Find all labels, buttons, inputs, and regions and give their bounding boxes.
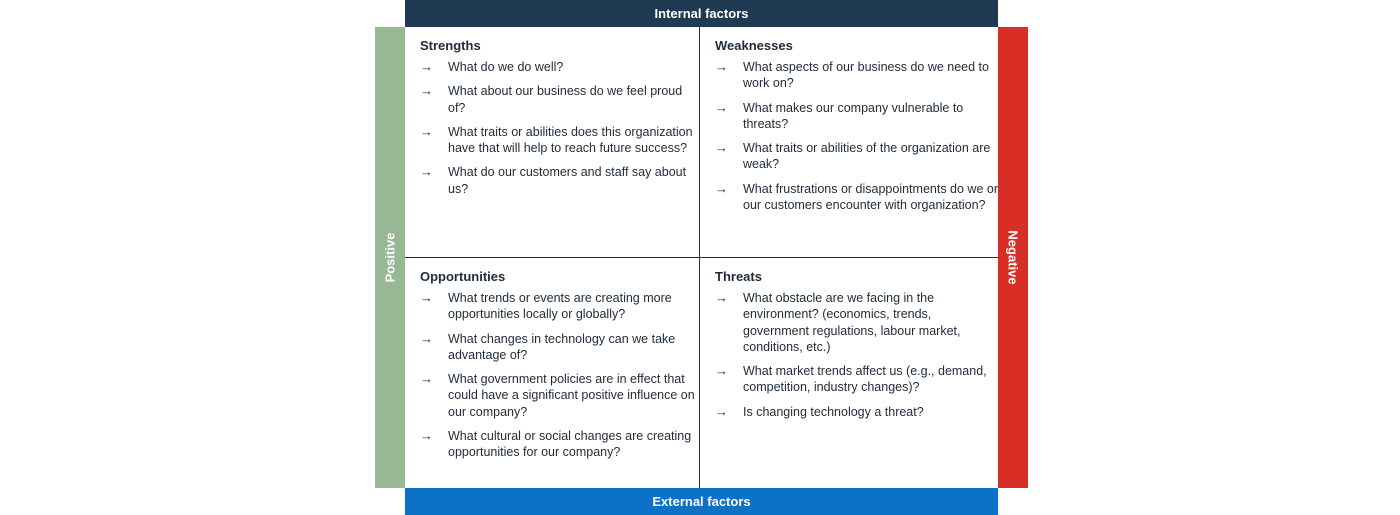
- list-item-text: What do our customers and staff say about us?: [448, 165, 687, 196]
- list-item-text: What market trends affect us (e.g., demand, competition, industry changes)?: [743, 364, 987, 395]
- strengths-list: [420, 59, 700, 197]
- arrow-right-icon: →: [715, 290, 728, 305]
- arrow-right-icon: →: [420, 123, 433, 139]
- list-item: [715, 181, 998, 214]
- positive-label: Positive: [382, 232, 398, 283]
- list-item-text: What obstacle are we facing in the environment? (economics, trends, government regulations, labour market, conditions, etc.): [743, 291, 961, 354]
- list-item: [420, 83, 700, 116]
- list-item: [420, 59, 700, 75]
- threats-title: Threats: [715, 269, 762, 284]
- arrow-right-icon: →: [420, 83, 433, 99]
- list-item: [715, 363, 998, 396]
- weaknesses-title: Weaknesses: [715, 38, 793, 53]
- threats-quadrant: [715, 269, 998, 428]
- list-item-text: What cultural or social changes are creating opportunities for our company?: [448, 429, 692, 460]
- list-item: [715, 140, 998, 173]
- list-item: [420, 124, 700, 157]
- external-factors-bar: [405, 488, 998, 515]
- horizontal-divider: [405, 257, 998, 258]
- arrow-right-icon: →: [715, 59, 728, 74]
- list-item-text: What makes our company vulnerable to threats?: [743, 100, 964, 131]
- arrow-right-icon: →: [715, 99, 728, 115]
- list-item-text: What frustrations or disappointments do we or our customers encounter with organization?: [743, 181, 998, 213]
- threats-list: [715, 290, 998, 420]
- list-item: [420, 371, 700, 420]
- arrow-right-icon: →: [715, 363, 728, 379]
- positive-bar: [375, 27, 405, 488]
- list-item: [715, 59, 998, 92]
- internal-factors-label: Internal factors: [654, 6, 749, 21]
- list-item-text: What traits or abilities does this organization have that will help to reach future success?: [448, 124, 693, 156]
- arrow-right-icon: →: [420, 428, 433, 444]
- external-factors-label: External factors: [652, 494, 751, 509]
- arrow-right-icon: →: [715, 180, 728, 196]
- list-item-text: What changes in technology can we take advantage of?: [448, 331, 676, 362]
- arrow-right-icon: →: [420, 59, 433, 74]
- opportunities-title: Opportunities: [420, 269, 506, 284]
- arrow-right-icon: →: [715, 140, 728, 156]
- list-item: [420, 428, 700, 461]
- weaknesses-quadrant: [715, 38, 998, 221]
- list-item-text: What about our business do we feel proud of?: [448, 84, 683, 115]
- list-item: [420, 331, 700, 364]
- list-item-text: What aspects of our business do we need to work on?: [743, 60, 989, 91]
- arrow-right-icon: →: [420, 371, 433, 387]
- internal-factors-bar: [405, 0, 998, 27]
- strengths-quadrant: [420, 38, 700, 205]
- list-item: [715, 404, 998, 420]
- strengths-title: Strengths: [420, 38, 481, 53]
- list-item-text: What do we do well?: [448, 60, 564, 74]
- arrow-right-icon: →: [715, 403, 728, 419]
- list-item: [715, 100, 998, 133]
- list-item: [420, 164, 700, 197]
- swot-grid: [405, 27, 998, 488]
- weaknesses-list: [715, 59, 998, 213]
- list-item: [420, 290, 700, 323]
- list-item-text: What trends or events are creating more opportunities locally or globally?: [448, 291, 672, 322]
- list-item-text: What traits or abilities of the organization are weak?: [743, 141, 991, 172]
- arrow-right-icon: →: [420, 290, 433, 305]
- negative-bar: [998, 27, 1028, 488]
- arrow-right-icon: →: [420, 330, 433, 346]
- list-item-text: What government policies are in effect that could have a significant positive influence on our company?: [448, 372, 695, 419]
- list-item-text: Is changing technology a threat?: [743, 404, 924, 419]
- opportunities-list: [420, 290, 700, 461]
- list-item: [715, 290, 998, 355]
- negative-label: Negative: [1005, 230, 1021, 285]
- opportunities-quadrant: [420, 269, 700, 469]
- arrow-right-icon: →: [420, 164, 433, 180]
